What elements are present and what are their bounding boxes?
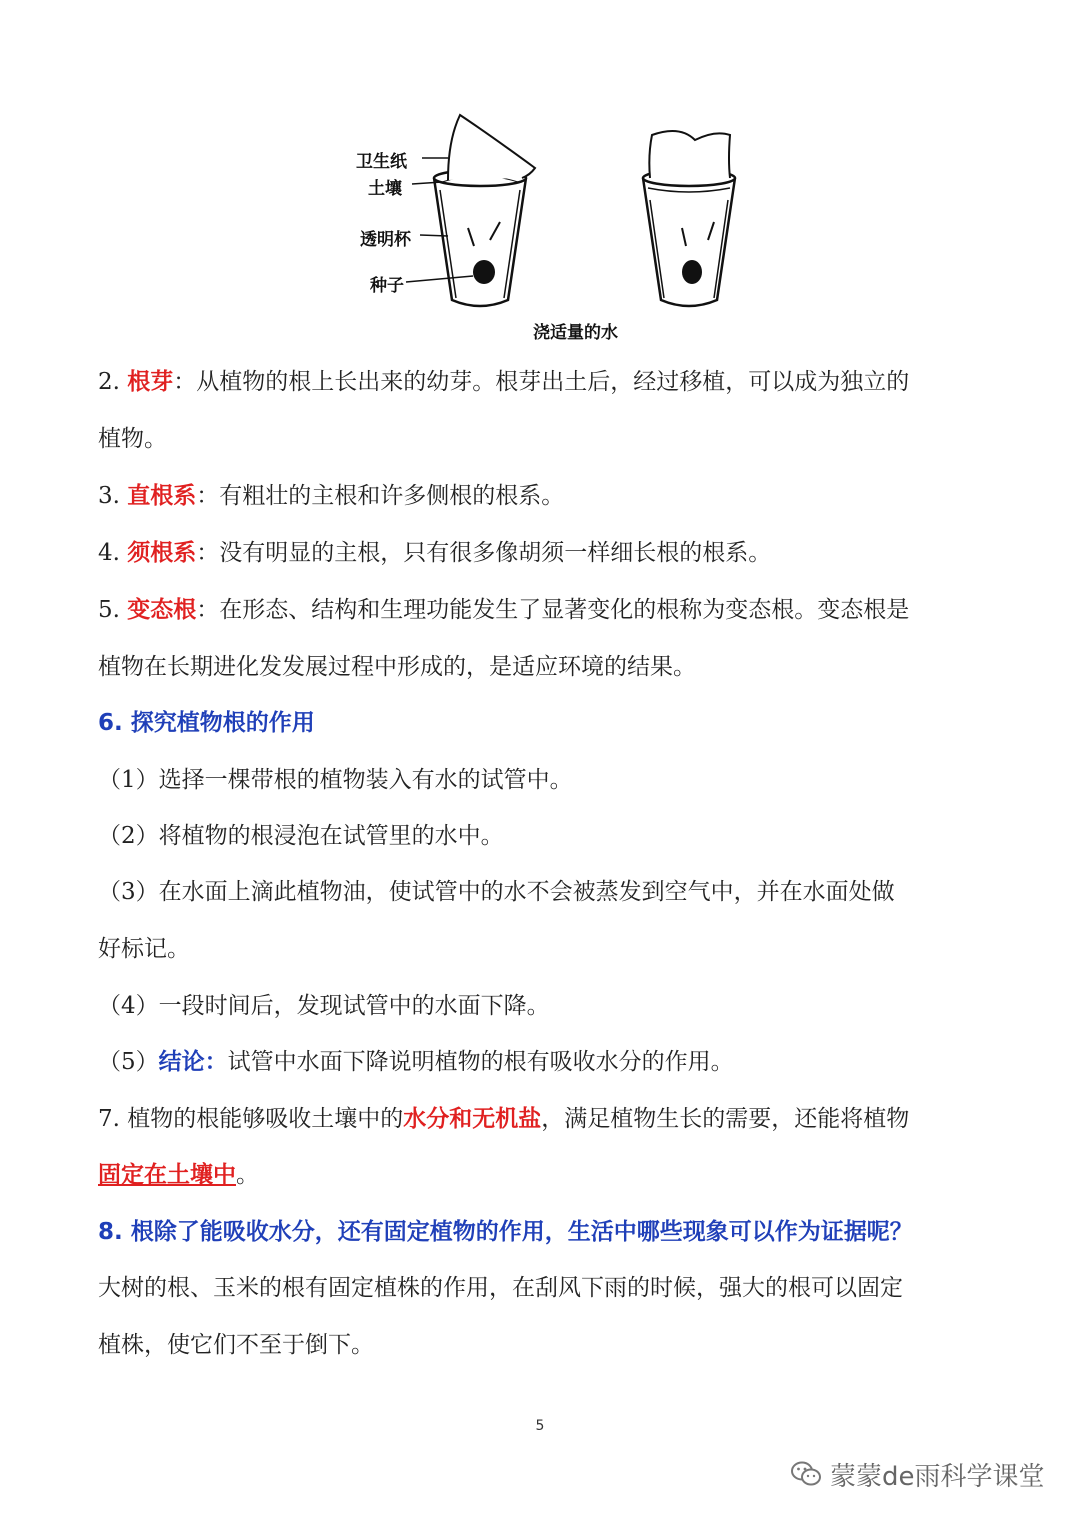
term-root-bud: 根芽 <box>127 368 174 395</box>
cups-illustration <box>330 100 758 345</box>
term-water-minerals: 水分和无机盐 <box>403 1105 542 1132</box>
answer-8-line2: 植株，使它们不至于倒下。 <box>98 1332 374 1358</box>
wechat-icon <box>790 1460 822 1488</box>
item-5-line1: 5. 变态根：在形态、结构和生理功能发生了显著变化的根称为变态根。变态根是 <box>98 596 910 623</box>
label-tissue: 卫生纸 <box>356 152 407 172</box>
step-4: （4）一段时间后，发现试管中的水面下降。 <box>98 993 550 1019</box>
step-1: （1）选择一棵带根的植物装入有水的试管中。 <box>98 767 573 793</box>
term-taproot: 直根系 <box>127 482 197 509</box>
label-seed: 种子 <box>370 276 404 296</box>
item-3: 3. 直根系：有粗壮的主根和许多侧根的根系。 <box>98 482 565 509</box>
item-2-line1: 2. 根芽：从植物的根上长出来的幼芽。根芽出土后，经过移植，可以成为独立的 <box>98 368 910 395</box>
experiment-figure <box>330 100 758 345</box>
item-4: 4. 须根系：没有明显的主根，只有很多像胡须一样细长根的根系。 <box>98 539 772 566</box>
term-fix-in-soil: 固定在土壤中 <box>98 1161 236 1188</box>
step-5: （5）结论：试管中水面下降说明植物的根有吸收水分的作用。 <box>98 1048 734 1075</box>
page-number: 5 <box>535 1418 545 1434</box>
answer-8-line1: 大树的根、玉米的根有固定植株的作用，在刮风下雨的时候，强大的根可以固定 <box>98 1275 903 1301</box>
left-seed <box>473 260 495 284</box>
watermark <box>790 1456 1045 1492</box>
watermark-text: 蒙蒙de雨科学课堂 <box>830 1461 1045 1492</box>
label-soil: 土壤 <box>368 179 402 199</box>
item-7-line1: 7. 植物的根能够吸收土壤中的水分和无机盐，满足植物生长的需要，还能将植物 <box>98 1105 910 1132</box>
step-2: （2）将植物的根浸泡在试管里的水中。 <box>98 823 504 849</box>
step-3-line1: （3）在水面上滴此植物油，使试管中的水不会被蒸发到空气中，并在水面处做 <box>98 879 895 905</box>
term-fibrous-root: 须根系 <box>127 539 197 566</box>
section-6-heading: 6. 探究植物根的作用 <box>98 710 315 736</box>
item-5-line2: 植物在长期进化发发展过程中形成的，是适应环境的结果。 <box>98 654 696 680</box>
right-seed <box>682 260 702 284</box>
figure-caption: 浇适量的水 <box>533 323 618 343</box>
section-8-heading: 8. 根除了能吸收水分，还有固定植物的作用，生活中哪些现象可以作为证据呢？ <box>98 1219 913 1245</box>
conclusion-label: 结论： <box>158 1048 228 1075</box>
item-2-line2: 植物。 <box>98 426 167 452</box>
term-modified-root: 变态根 <box>127 596 197 623</box>
item-7-line2: 固定在土壤中。 <box>98 1161 259 1188</box>
label-cup: 透明杯 <box>360 230 411 250</box>
step-3-line2: 好标记。 <box>98 936 190 962</box>
